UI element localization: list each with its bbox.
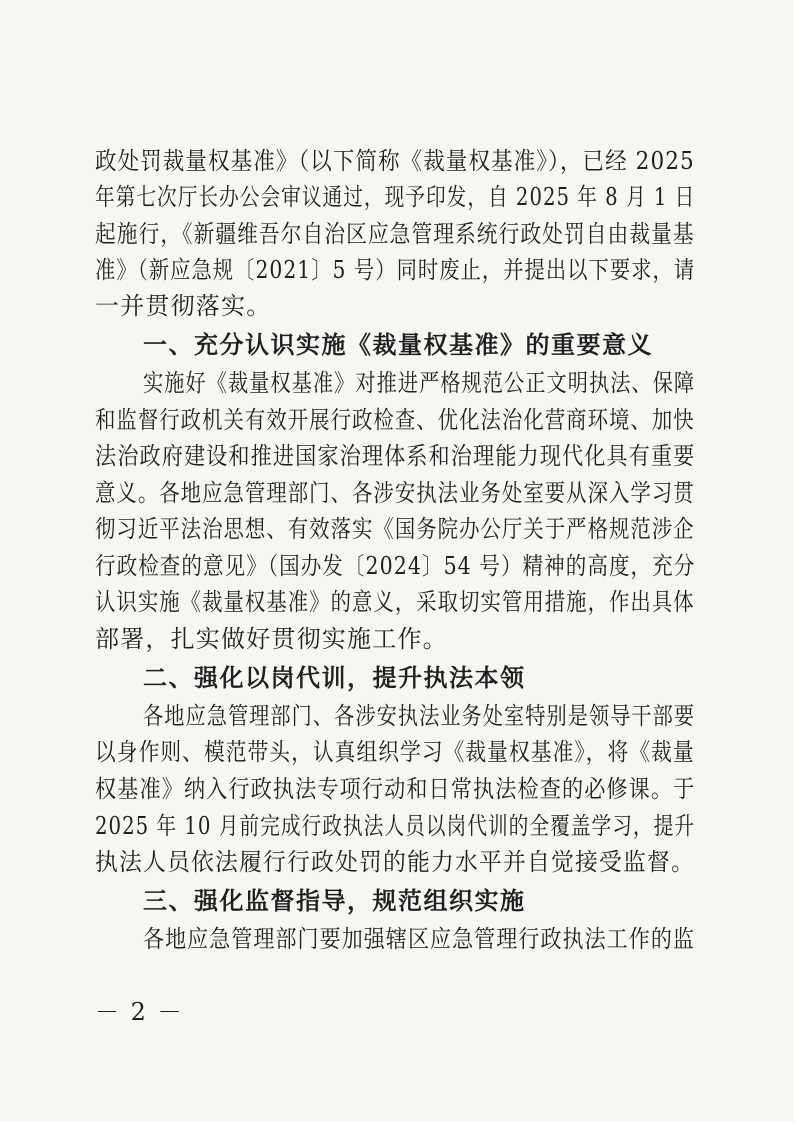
body-text-line: 各地应急管理部门要加强辖区应急管理行政执法工作的监 (143, 925, 696, 953)
body-text-line: 和监督行政机关有效开展行政检查、优化法治化营商环境、加快 (95, 406, 695, 434)
section-heading-3: 三、强化监督指导，规范组织实施 (143, 887, 526, 915)
section-heading-2: 二、强化以岗代训，提升执法本领 (143, 664, 526, 692)
body-text-line: 实施好《裁量权基准》对推进严格规范公正文明执法、保障 (143, 369, 696, 397)
body-text-line: 2025 年 10 月前完成行政执法人员以岗代训的全覆盖学习，提升 (95, 812, 696, 840)
body-text-line: 执法人员依法履行行政处罚的能力水平并自觉接受监督。 (95, 848, 696, 876)
body-text-line: 起施行，《新疆维吾尔自治区应急管理系统行政处罚自由裁量基 (95, 220, 695, 248)
body-text-line: 法治政府建设和推进国家治理体系和治理能力现代化具有重要 (95, 442, 696, 470)
body-text-line: 权基准》纳入行政执法专项行动和日常执法检查的必修课。于 (95, 775, 696, 803)
body-text-line: 意义。各地应急管理部门、各涉安执法业务处室要从深入学习贯 (95, 479, 695, 507)
body-text-line: 认识实施《裁量权基准》的意义，采取切实管用措施，作出具体 (95, 588, 695, 616)
body-text-line: 政处罚裁量权基准》（以下简称《裁量权基准》），已经 2025 (95, 147, 695, 175)
section-heading-1: 一、充分认识实施《裁量权基准》的重要意义 (143, 331, 653, 359)
body-text-line: 行政检查的意见》（国办发〔2024〕54 号）精神的高度，充分 (95, 552, 696, 580)
body-text-line: 年第七次厅长办公会审议通过，现予印发，自 2025 年 8 月 1 日 (95, 183, 696, 211)
body-text-line: 以身作则、模范带头，认真组织学习《裁量权基准》，将《裁量 (95, 738, 695, 766)
page-number: － 2 － (95, 998, 184, 1026)
body-text-line: 准》（新应急规〔2021〕5 号）同时废止，并提出以下要求，请 (95, 256, 696, 284)
body-text-line: 彻习近平法治思想、有效落实《国务院办公厅关于严格规范涉企 (95, 515, 695, 543)
body-text-line: 一并贯彻落实。 (95, 292, 272, 320)
body-text-line: 部署，扎实做好贯彻实施工作。 (95, 625, 448, 653)
body-text-line: 各地应急管理部门、各涉安执法业务处室特别是领导干部要 (143, 702, 696, 730)
